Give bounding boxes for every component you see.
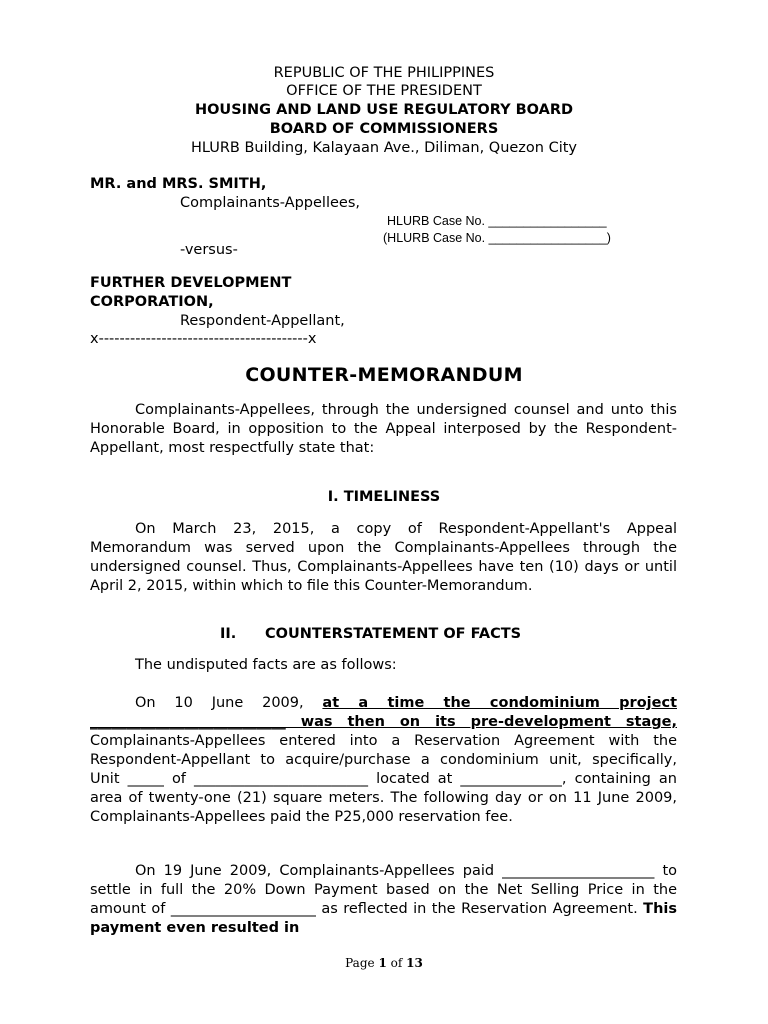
caption-separator: x----------------------------------------x — [90, 331, 317, 347]
page-footer — [0, 956, 768, 970]
complainants-name: MR. and MRS. SMITH, — [90, 176, 267, 192]
case-number-alt: (HLURB Case No. _________________) — [383, 231, 611, 245]
versus-label: -versus- — [180, 242, 238, 258]
facts-paragraph-2 — [90, 862, 677, 938]
facts-lead: The undisputed facts are as follows: — [135, 657, 397, 673]
header-board: HOUSING AND LAND USE REGULATORY BOARD — [194, 102, 574, 118]
facts-paragraph-1 — [90, 694, 677, 827]
facts-p2-emphasis: This payment even resulted in — [90, 901, 677, 936]
facts-p1-emphasis: at a time the condominium project ___________________________ was then on its pre-development stage, — [90, 695, 677, 730]
facts-p1-start: On 10 June 2009, — [135, 695, 323, 711]
respondent-role: Respondent-Appellant, — [180, 313, 345, 329]
page-word: Page — [345, 956, 375, 970]
document-title: COUNTER-MEMORANDUM — [245, 364, 523, 386]
timeliness-paragraph: On March 23, 2015, a copy of Respondent-Appellant's Appeal Memorandum was served upon the Complainants-Appellees through the undersigned counsel. Thus, Complainants-Appellees have ten (10) days or until April 2, 2015, within which to file this Counter-Memorandum. — [90, 521, 677, 594]
complainants-role: Complainants-Appellees, — [180, 195, 360, 211]
facts-p2-start: On 19 June 2009, Complainants-Appellees paid _____________________ to settle in full the 20% Down Payment based on the Net Selling Price in the amount of ____________________ as reflected in the Reservation Agreement. — [90, 863, 677, 917]
facts-p1-rest: Complainants-Appellees entered into a Reservation Agreement with the Respondent-Appellant to acquire/purchase a condominium unit, specifically, Unit _____ of ________________________ located at ______________, containing an area of twenty-one (21) square meters. The following day or on 11 June 2009, Complainants-Appellees paid the P25,000 reservation fee. — [90, 733, 677, 825]
header-address: HLURB Building, Kalayaan Ave., Diliman, Quezon City — [190, 140, 578, 156]
section-facts-heading: COUNTERSTATEMENT OF FACTS — [265, 626, 522, 642]
page-number: 1 — [378, 956, 387, 970]
page-total: 13 — [406, 956, 423, 970]
header-republic: REPUBLIC OF THE PHILIPPINES — [273, 65, 495, 81]
intro-paragraph: Complainants-Appellees, through the undersigned counsel and unto this Honorable Board, in opposition to the Appeal interposed by the Respondent-Appellant, most respectfully state that: — [90, 402, 677, 456]
section-facts-number: II. — [220, 626, 237, 642]
of-word: of — [390, 956, 403, 970]
header-commissioners: BOARD OF COMMISSIONERS — [269, 121, 499, 137]
case-number: HLURB Case No. _________________ — [387, 214, 607, 228]
respondent-name-line2: CORPORATION, — [90, 294, 214, 310]
respondent-name-line1: FURTHER DEVELOPMENT — [90, 275, 292, 291]
header-office: OFFICE OF THE PRESIDENT — [286, 83, 482, 99]
section-timeliness-heading: I. TIMELINESS — [327, 489, 441, 505]
